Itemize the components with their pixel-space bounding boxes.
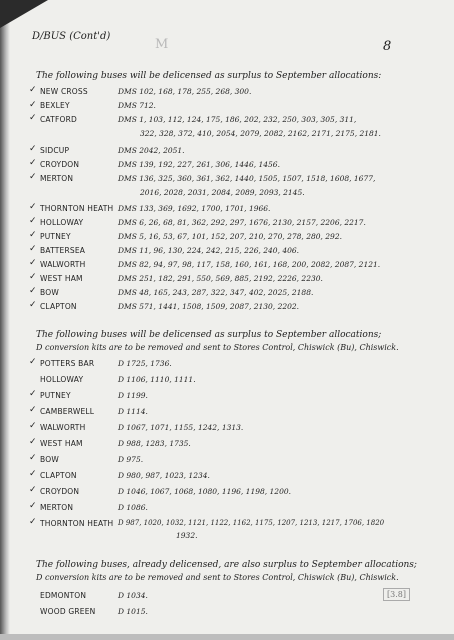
bus-list: DMS 136, 325, 360, 361, 362, 1440, 1505, 1507, 1518, 1608, 1677, — [118, 174, 376, 183]
area-name: HOLLOWAY — [40, 375, 84, 384]
area-name: CLAPTON — [40, 471, 77, 480]
area-name: EDMONTON — [40, 591, 87, 600]
bus-list: DMS 102, 168, 178, 255, 268, 300. — [118, 87, 252, 96]
tick-mark: ✓ — [29, 389, 37, 399]
bus-list: DMS 11, 96, 130, 224, 242, 215, 226, 240, 406. — [118, 246, 300, 255]
scan-bottom-edge — [0, 634, 454, 640]
tick-mark: ✓ — [29, 172, 37, 182]
bus-list: D 1106, 1110, 1111. — [118, 375, 196, 384]
area-name: PUTNEY — [40, 232, 71, 241]
area-name: THORNTON HEATH — [40, 204, 114, 213]
area-name: CAMBERWELL — [40, 407, 95, 416]
tick-mark: ✓ — [29, 100, 37, 110]
section1-intro: The following buses will be delicensed as surplus to September allocations: — [36, 71, 382, 81]
tick-mark: ✓ — [29, 202, 37, 212]
tick-mark: ✓ — [29, 113, 37, 123]
area-name: WEST HAM — [40, 274, 83, 283]
tick-mark: ✓ — [29, 421, 37, 431]
tick-mark: ✓ — [29, 501, 37, 511]
tick-mark: ✓ — [29, 300, 37, 310]
area-name: PUTNEY — [40, 391, 71, 400]
area-name: BEXLEY — [40, 101, 70, 110]
tick-mark: ✓ — [29, 216, 37, 226]
bus-list: DMS 571, 1441, 1508, 1509, 2087, 2130, 2202. — [118, 302, 300, 311]
tick-mark: ✓ — [29, 244, 37, 254]
tick-mark: ✓ — [29, 469, 37, 479]
tick-mark: ✓ — [29, 453, 37, 463]
bus-list: D 1199. — [118, 391, 148, 400]
bus-list: D 988, 1283, 1735. — [118, 439, 191, 448]
area-name: CROYDON — [40, 160, 80, 169]
bus-list: DMS 139, 192, 227, 261, 306, 1446, 1456. — [118, 160, 280, 169]
area-name: CLAPTON — [40, 302, 77, 311]
page-number: 8 — [383, 39, 392, 54]
area-name: HOLLOWAY — [40, 218, 84, 227]
bus-list: DMS 2042, 2051. — [118, 146, 185, 155]
bus-list: D 1015. — [118, 607, 148, 616]
area-name: NEW CROSS — [40, 87, 88, 96]
section2-intro-line2: D conversion kits are to be removed and sent to Stores Control, Chiswick (Bu), Chiswick. — [36, 343, 399, 352]
bus-list: DMS 82, 94, 97, 98, 117, 158, 160, 161, 168, 200, 2082, 2087, 2121. — [118, 260, 381, 269]
bus-list: D 1086. — [118, 503, 148, 512]
bus-list: DMS 133, 369, 1692, 1700, 1701, 1966. — [118, 204, 271, 213]
tick-mark: ✓ — [29, 517, 37, 527]
tick-mark: ✓ — [29, 144, 37, 154]
tick-mark: ✓ — [29, 230, 37, 240]
bus-list-continued: 2016, 2028, 2031, 2084, 2089, 2093, 2145. — [140, 188, 305, 197]
area-name: MERTON — [40, 503, 74, 512]
area-name: BATTERSEA — [40, 246, 86, 255]
area-name: BOW — [40, 455, 59, 464]
area-name: THORNTON HEATH — [40, 519, 114, 528]
bus-list: D 1034. — [118, 591, 148, 600]
scan-corner-shadow — [0, 0, 48, 28]
document-reference: D/BUS (Cont'd) — [32, 31, 111, 42]
bus-list: DMS 5, 16, 53, 67, 101, 152, 207, 210, 270, 278, 280, 292. — [118, 232, 342, 241]
area-name: SIDCUP — [40, 146, 70, 155]
tick-mark: ✓ — [29, 357, 37, 367]
bus-list: D 975. — [118, 455, 144, 464]
tick-mark: ✓ — [29, 85, 37, 95]
tick-mark: ✓ — [29, 405, 37, 415]
bus-list: DMS 251, 182, 291, 550, 569, 885, 2192, 2226, 2230. — [118, 274, 323, 283]
bus-list: D 1725, 1736. — [118, 359, 172, 368]
section2-intro: The following buses will be delicensed as surplus to September allocations; — [36, 330, 382, 340]
bus-list: D 987, 1020, 1032, 1121, 1122, 1162, 1175, 1207, 1213, 1217, 1706, 1820 — [118, 519, 385, 527]
area-name: WALWORTH — [40, 423, 86, 432]
bus-list: D 980, 987, 1023, 1234. — [118, 471, 210, 480]
footer-reference: [3.8] — [383, 588, 410, 601]
faint-header-mark: M — [155, 37, 169, 52]
tick-mark: ✓ — [29, 158, 37, 168]
area-name: WALWORTH — [40, 260, 86, 269]
bus-list: D 1114. — [118, 407, 148, 416]
bus-list: DMS 6, 26, 68, 81, 362, 292, 297, 1676, 2130, 2157, 2206, 2217. — [118, 218, 366, 227]
tick-mark: ✓ — [29, 437, 37, 447]
bus-list-continued: 322, 328, 372, 410, 2054, 2079, 2082, 2162, 2171, 2175, 2181. — [140, 129, 381, 138]
area-name: WOOD GREEN — [40, 607, 96, 616]
area-name: CATFORD — [40, 115, 77, 124]
tick-mark: ✓ — [29, 286, 37, 296]
tick-mark: ✓ — [29, 272, 37, 282]
area-name: CROYDON — [40, 487, 80, 496]
area-name: POTTERS BAR — [40, 359, 95, 368]
bus-list-continued: 1932. — [176, 531, 198, 540]
bus-list: DMS 48, 165, 243, 287, 322, 347, 402, 2025, 2188. — [118, 288, 314, 297]
scan-edge-shadow — [0, 0, 10, 640]
bus-list: DMS 712. — [118, 101, 156, 110]
bus-list: DMS 1, 103, 112, 124, 175, 186, 202, 232, 250, 303, 305, 311, — [118, 115, 357, 124]
section3-intro: The following buses, already delicensed, are also surplus to September allocations; — [36, 560, 417, 570]
bus-list: D 1046, 1067, 1068, 1080, 1196, 1198, 1200. — [118, 487, 291, 496]
bus-list: D 1067, 1071, 1155, 1242, 1313. — [118, 423, 244, 432]
area-name: WEST HAM — [40, 439, 83, 448]
area-name: MERTON — [40, 174, 74, 183]
tick-mark: ✓ — [29, 485, 37, 495]
area-name: BOW — [40, 288, 59, 297]
tick-mark: ✓ — [29, 258, 37, 268]
section3-intro-line2: D conversion kits are to be removed and sent to Stores Control, Chiswick (Bu), Chiswick. — [36, 573, 399, 582]
